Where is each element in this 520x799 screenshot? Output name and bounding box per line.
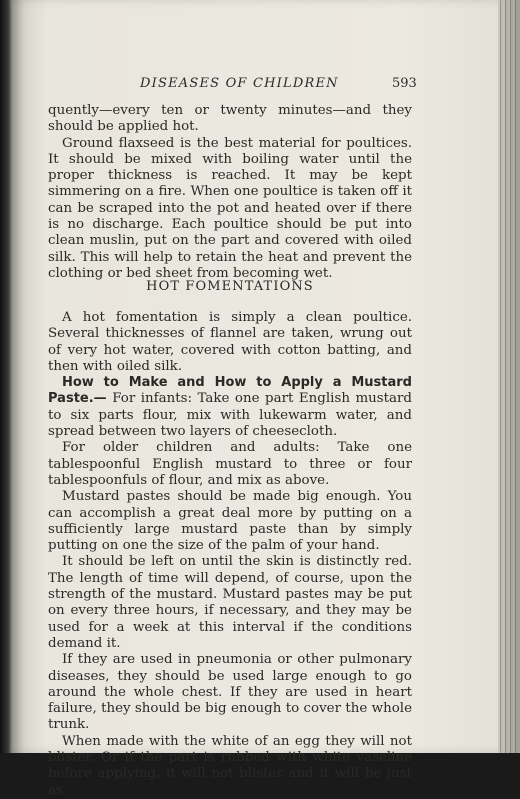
run-in-heading: How to Make and How to Apply a Mustard Paste.— (48, 375, 412, 407)
section-heading: HOT FOMENTATIONS (146, 279, 314, 294)
paragraph: When made with the white of an egg they will not blister. Or if the part is rubbed with white vaseline before applying, it will not blister and it will be just as (48, 733, 412, 798)
body-text-top (48, 103, 412, 282)
paragraph: Ground flaxseed is the best material for poultices. It should be mixed with boiling water until the proper thickness is reached. It may be kept simmering on a fire. When one poultice is taken off it can be scraped into the pot and heated over if there is no discharge. Each poultice should be put into clean muslin, put on the part and covered with oiled silk. This will help to retain the heat and prevent the clothing or bed sheet from becoming wet. (48, 135, 412, 281)
run-in-continuation: For infants: Take one part English mustard to six parts flour, mix with lukewarm water, and spread between two layers of cheesecloth. (48, 391, 412, 440)
body-text-section (48, 310, 412, 799)
paragraph-with-run-in-heading (48, 375, 412, 440)
paragraph: It should be left on until the skin is distinctly red. The length of time will depend, of course, upon the strength of the mustard. Mustard pastes may be put on every three hours, if necessary, and they may be used for a week at this interval if the conditions demand it. (48, 554, 412, 651)
page-number: 593 (392, 76, 417, 91)
paragraph: A hot fomentation is simply a clean poultice. Several thicknesses of flannel are taken, wrung out of very hot water, covered with cotton batting, and then with oiled silk. (48, 310, 412, 374)
paragraph: If they are used in pneumonia or other pulmonary diseases, they should be used large enough to go around the whole chest. If they are used in heart failure, they should be big enough to cover the whole trunk. (48, 652, 412, 733)
paragraph: For older children and adults: Take one tablespoonful English mustard to three or four tablespoonfuls of flour, and mix as above. (48, 440, 412, 488)
paragraph: Mustard pastes should be made big enough. You can accomplish a great deal more by putting on a sufficiently large mustard paste than by simply putting on one the size of the palm of your hand. (48, 489, 412, 554)
book-spine-shadow (0, 0, 12, 753)
page-stack-shade (498, 0, 520, 753)
running-title: DISEASES OF CHILDREN (140, 76, 339, 91)
paragraph: quently—every ten or twenty minutes—and they should be applied hot. (48, 103, 412, 135)
